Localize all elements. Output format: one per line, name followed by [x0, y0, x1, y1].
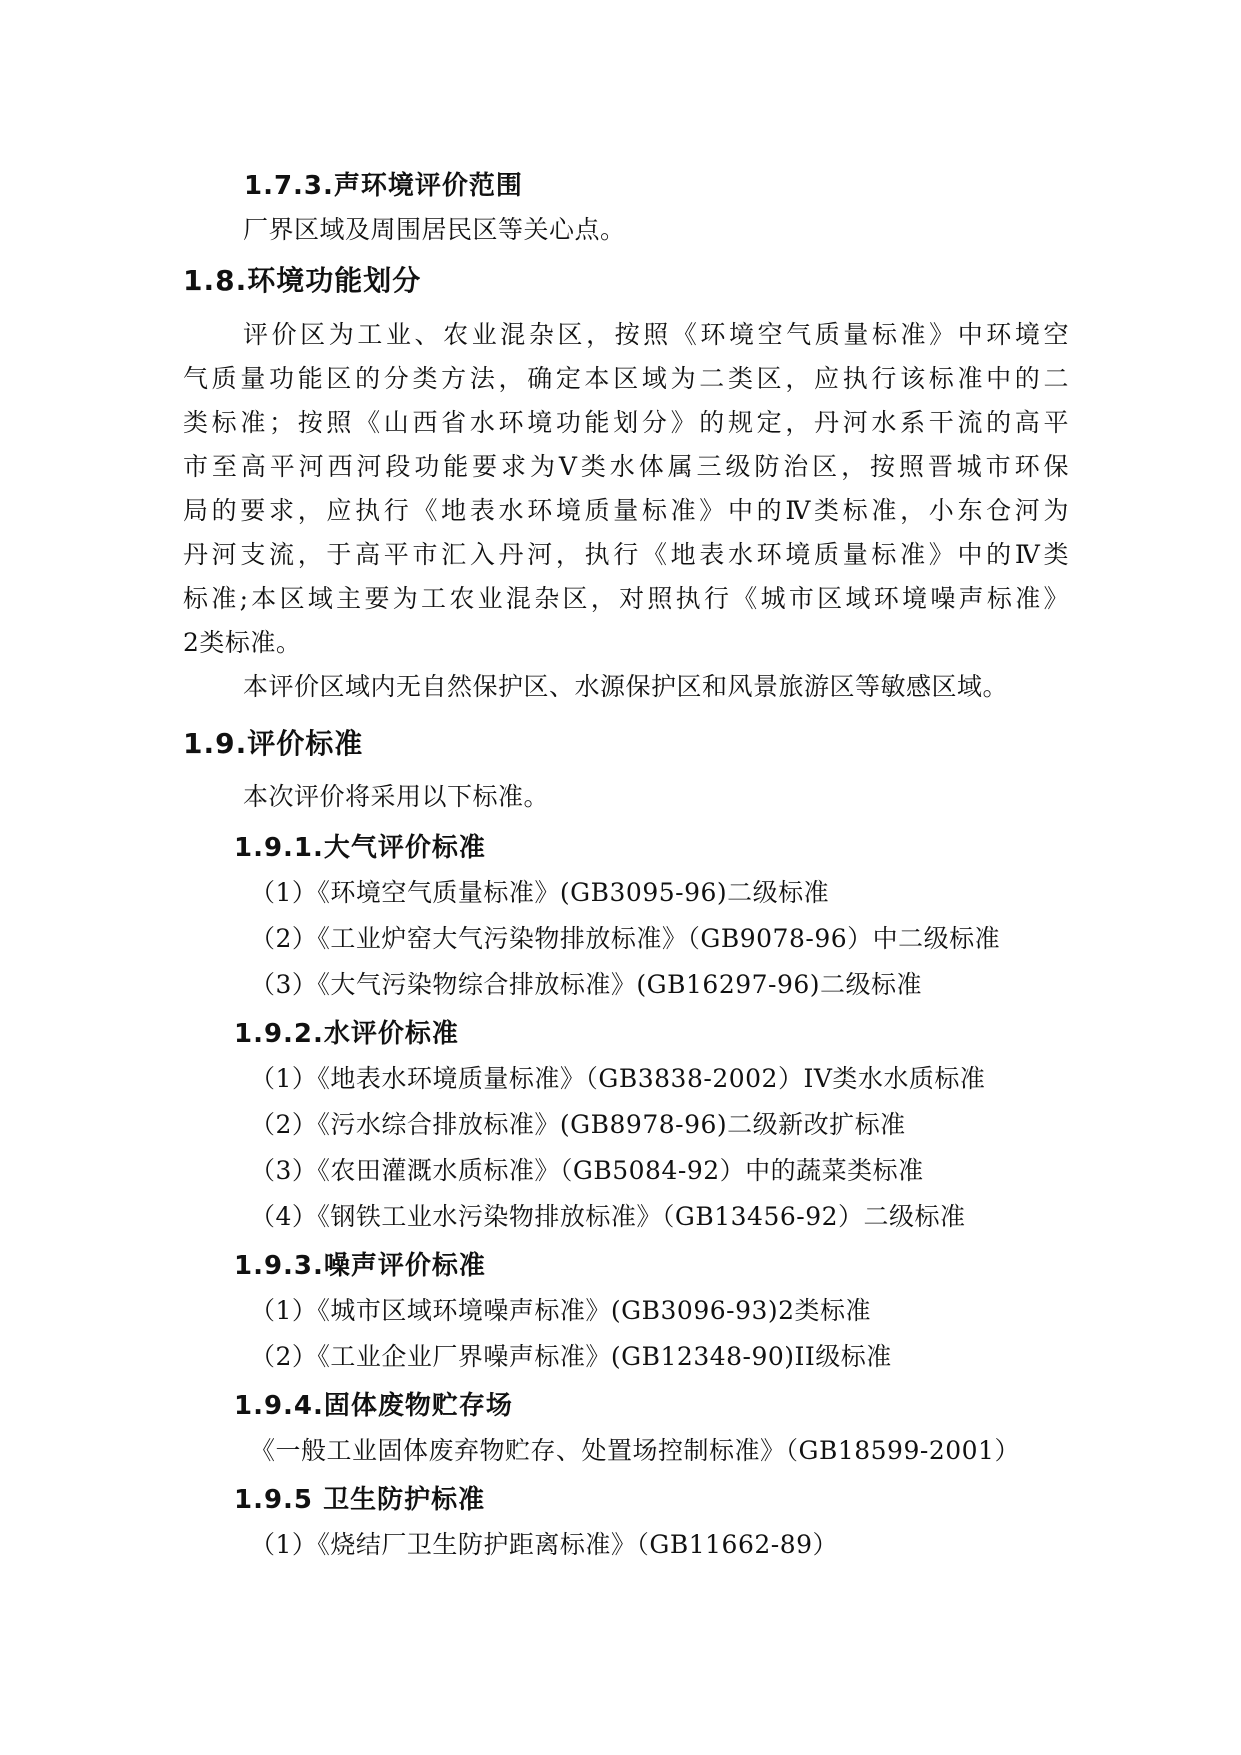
standard-item: （1）《城市区域环境噪声标准》(GB3096-93)2类标准 — [250, 1296, 872, 1325]
standard-item: （1）《地表水环境质量标准》（GB3838-2002）IV类水水质标准 — [250, 1064, 986, 1093]
subsection-heading-1-9-3: 1.9.3.噪声评价标准 — [234, 1251, 486, 1281]
paragraph-line: 本评价区域内无自然保护区、水源保护区和风景旅游区等敏感区域。 — [243, 672, 1009, 701]
standard-item: （1）《烧结厂卫生防护距离标准》（GB11662-89） — [250, 1530, 839, 1559]
subsection-heading-1-9-2: 1.9.2.水评价标准 — [234, 1019, 459, 1049]
section-body-1-7-3: 厂界区域及周围居民区等关心点。 — [243, 215, 626, 244]
standard-item: （4）《钢铁工业水污染物排放标准》（GB13456-92）二级标准 — [250, 1202, 966, 1231]
standard-item: 《一般工业固体废弃物贮存、处置场控制标准》（GB18599-2001） — [250, 1436, 1020, 1465]
section-heading-1-7-3: 1.7.3.声环境评价范围 — [244, 171, 523, 201]
paragraph-line: 气质量功能区的分类方法，确定本区域为二类区，应执行该标准中的二 — [183, 364, 1069, 393]
standard-item: （1）《环境空气质量标准》(GB3095-96)二级标准 — [250, 878, 830, 907]
paragraph-line: 丹河支流，于高平市汇入丹河，执行《地表水环境质量标准》中的Ⅳ类 — [183, 540, 1069, 569]
paragraph-line: 标准;本区域主要为工农业混杂区，对照执行《城市区域环境噪声标准》 — [183, 584, 1069, 613]
standard-item: （3）《农田灌溉水质标准》（GB5084-92）中的蔬菜类标准 — [250, 1156, 924, 1185]
subsection-heading-1-9-1: 1.9.1.大气评价标准 — [234, 833, 486, 863]
standard-item: （2）《工业炉窑大气污染物排放标准》（GB9078-96）中二级标准 — [250, 924, 1001, 953]
standard-item: （3）《大气污染物综合排放标准》(GB16297-96)二级标准 — [250, 970, 923, 999]
section-heading-1-9: 1.9.评价标准 — [183, 727, 364, 760]
subsection-heading-1-9-4: 1.9.4.固体废物贮存场 — [234, 1391, 513, 1421]
standard-item: （2）《污水综合排放标准》(GB8978-96)二级新改扩标准 — [250, 1110, 906, 1139]
section-intro-1-9: 本次评价将采用以下标准。 — [243, 782, 550, 811]
standard-item: （2）《工业企业厂界噪声标准》(GB12348-90)II级标准 — [250, 1342, 892, 1371]
paragraph-line: 类标准；按照《山西省水环境功能划分》的规定，丹河水系干流的高平 — [183, 408, 1069, 437]
paragraph-line: 局的要求，应执行《地表水环境质量标准》中的Ⅳ类标准，小东仓河为 — [183, 496, 1069, 525]
subsection-heading-1-9-5: 1.9.5 卫生防护标准 — [234, 1485, 486, 1515]
paragraph-line: 评价区为工业、农业混杂区，按照《环境空气质量标准》中环境空 — [243, 320, 1069, 349]
section-heading-1-8: 1.8.环境功能划分 — [183, 264, 422, 297]
paragraph-line: 市至高平河西河段功能要求为Ⅴ类水体属三级防治区，按照晋城市环保 — [183, 452, 1069, 481]
paragraph-line: 2类标准。 — [183, 628, 302, 657]
